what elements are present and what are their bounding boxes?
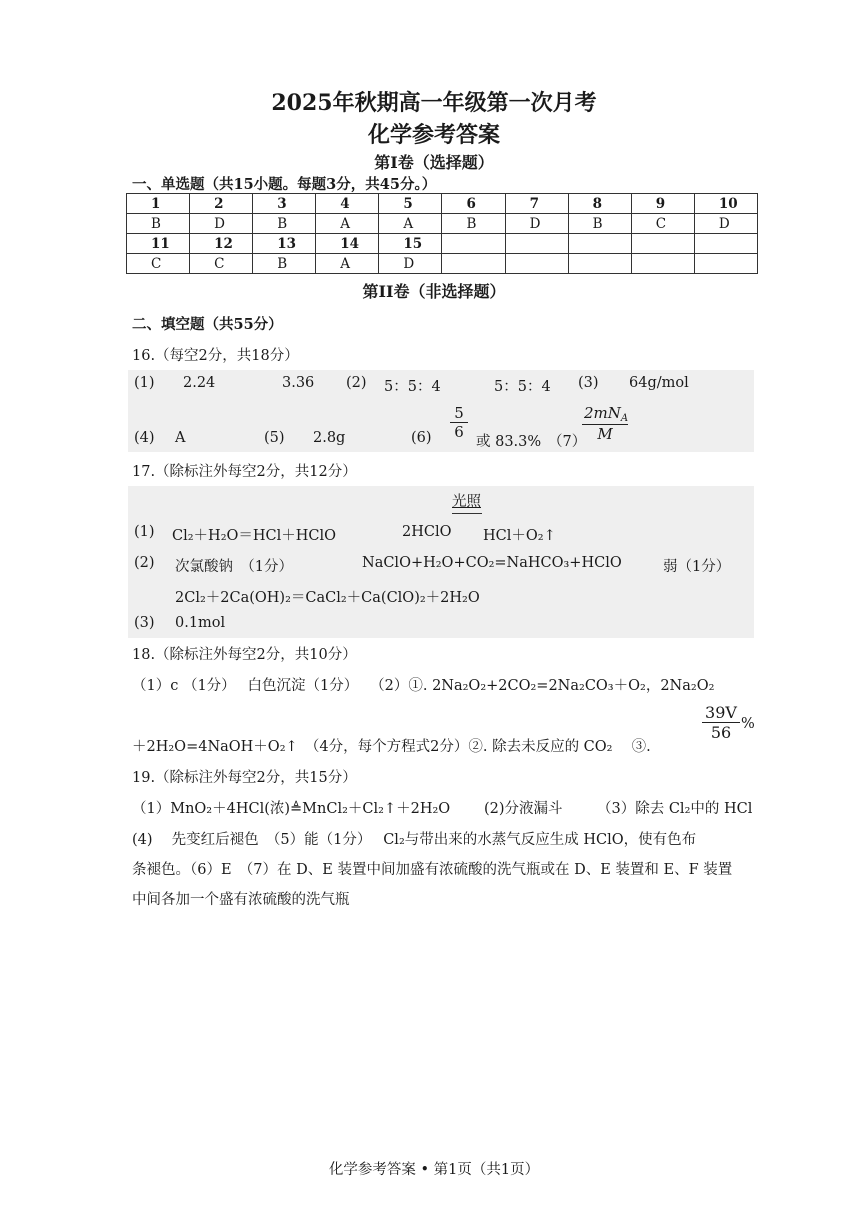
q17-label-3: (3) (134, 615, 155, 631)
q17-answer: 弱（1分） (663, 559, 731, 575)
table-cell: 5 (379, 194, 442, 214)
table-cell (631, 234, 694, 254)
q16-answer: 2.24 (183, 375, 216, 391)
light-condition-double-line (452, 513, 482, 514)
table-cell: 11 (127, 234, 190, 254)
table-row-answers-2 (127, 254, 758, 274)
q18-fraction (702, 703, 740, 742)
q19-line-1c: （3）除去 Cl₂中的 HCl (597, 801, 753, 817)
q18-title: 18.（除标注外每空2分，共10分） (132, 647, 357, 663)
q17-label-1: (1) (134, 524, 155, 540)
fraction-denominator: 6 (454, 423, 464, 441)
q16-answer-percent: 或 83.3% (476, 434, 542, 450)
q16-label-3: (3) (578, 375, 599, 391)
q17-equation: Cl₂＋H₂O＝HCl＋HClO (172, 528, 337, 544)
q16-label-5: (5) (264, 430, 285, 446)
table-cell: 9 (631, 194, 694, 214)
q16-answer: A (175, 430, 186, 446)
q16-answer: 5：5：4 (384, 379, 441, 395)
table-row-numbers-2 (127, 234, 758, 254)
table-cell (442, 254, 505, 274)
q16-label-2: (2) (346, 375, 367, 391)
volume-2-title: 第II卷（非选择题） (362, 282, 506, 301)
q17-equation: 2HClO (402, 524, 452, 540)
q19-line-1b: (2)分液漏斗 (484, 801, 563, 817)
table-cell: D (505, 214, 568, 234)
q17-answer: 0.1mol (175, 615, 226, 631)
table-cell: C (127, 254, 190, 274)
table-cell (568, 234, 631, 254)
table-cell: B (253, 254, 316, 274)
fraction-numerator (582, 404, 628, 425)
section-1-heading: 一、单选题（共15小题。每题3分，共45分。） (132, 176, 437, 193)
table-cell: B (442, 214, 505, 234)
table-cell (442, 234, 505, 254)
q18-percent: % (741, 716, 755, 732)
q18-line-2: ＋2H₂O=4NaOH＋O₂↑ （4分，每个方程式2分）②. 除去未反应的 CO₂ ③. (132, 739, 651, 755)
fraction-subscript: A (620, 413, 629, 424)
table-cell: B (127, 214, 190, 234)
q17-title: 17.（除标注外每空2分，共12分） (132, 464, 357, 480)
table-cell: 6 (442, 194, 505, 214)
q16-fraction-5-6 (450, 404, 468, 441)
q19-title: 19.（除标注外每空2分，共15分） (132, 770, 357, 786)
q17-equation: 2Cl₂＋2Ca(OH)₂＝CaCl₂＋Ca(ClO)₂＋2H₂O (175, 590, 480, 606)
table-cell: D (379, 254, 442, 274)
q16-label-7: （7） (548, 434, 587, 450)
section-2-heading: 二、填空题（共55分） (132, 316, 283, 333)
q17-equation: NaClO+H₂O+CO₂=NaHCO₃+HClO (362, 555, 622, 571)
q16-label-4: (4) (134, 430, 155, 446)
exam-title: 2025年秋期高一年级第一次月考 (271, 90, 597, 116)
q17-light-condition: 光照 (452, 494, 481, 510)
q16-answer: 2.8g (313, 430, 346, 446)
table-cell: 4 (316, 194, 379, 214)
table-cell: A (316, 254, 379, 274)
table-cell (694, 234, 757, 254)
q16-answer: 64g/mol (629, 375, 689, 391)
answer-table (126, 193, 758, 274)
table-cell: 12 (190, 234, 253, 254)
volume-1-title: 第Ⅰ卷（选择题） (374, 153, 494, 172)
table-cell: 1 (127, 194, 190, 214)
q18-line-1: （1）c （1分） 白色沉淀（1分） （2）①. 2Na₂O₂+2CO₂=2Na₂CO₃＋O₂，2Na₂O₂ (132, 678, 715, 694)
table-cell: B (253, 214, 316, 234)
q16-label-6: (6) (411, 430, 432, 446)
table-cell: 8 (568, 194, 631, 214)
table-cell: 3 (253, 194, 316, 214)
q16-answer: 5：5：4 (494, 379, 551, 395)
table-cell: C (631, 214, 694, 234)
table-cell (694, 254, 757, 274)
q16-title: 16.（每空2分，共18分） (132, 348, 299, 364)
table-cell: C (190, 254, 253, 274)
table-cell: 13 (253, 234, 316, 254)
table-cell (568, 254, 631, 274)
table-row-numbers-1 (127, 194, 758, 214)
table-cell: A (316, 214, 379, 234)
q16-label-1: (1) (134, 375, 155, 391)
table-cell: 7 (505, 194, 568, 214)
table-cell: 10 (694, 194, 757, 214)
table-cell (631, 254, 694, 274)
q17-label-2: (2) (134, 555, 155, 571)
table-cell: 2 (190, 194, 253, 214)
table-cell: 15 (379, 234, 442, 254)
q19-line-3: 条褪色。（6）E （7）在 D、E 装置中间加盛有浓硫酸的洗气瓶或在 D、E 装置和 E、F 装置 (132, 862, 733, 878)
q19-line-1a: （1）MnO₂＋4HCl(浓)≜MnCl₂＋Cl₂↑＋2H₂O (132, 801, 451, 817)
table-cell (505, 234, 568, 254)
table-row-answers-1 (127, 214, 758, 234)
table-cell: D (694, 214, 757, 234)
fraction-numerator-text: 2mN (584, 404, 621, 422)
q17-equation: HCl＋O₂↑ (483, 528, 556, 544)
fraction-denominator: 56 (710, 723, 732, 742)
table-cell: D (190, 214, 253, 234)
answer-title: 化学参考答案 (367, 122, 500, 148)
q16-fraction-2mNA-M (582, 404, 628, 443)
fraction-numerator: 5 (450, 404, 468, 423)
q19-line-4: 中间各加一个盛有浓硫酸的洗气瓶 (132, 892, 350, 908)
table-cell: B (568, 214, 631, 234)
q16-answer: 3.36 (282, 375, 315, 391)
table-cell: 14 (316, 234, 379, 254)
fraction-denominator: M (597, 425, 613, 443)
page-footer: 化学参考答案 • 第1页（共1页） (328, 1162, 540, 1178)
fraction-numerator: 39V (702, 703, 740, 723)
q19-line-2: (4) 先变红后褪色 （5）能（1分） Cl₂与带出来的水蒸气反应生成 HClO，使有色布 (132, 832, 697, 848)
table-cell (505, 254, 568, 274)
q17-answer: 次氯酸钠 （1分） (175, 559, 293, 575)
table-cell: A (379, 214, 442, 234)
